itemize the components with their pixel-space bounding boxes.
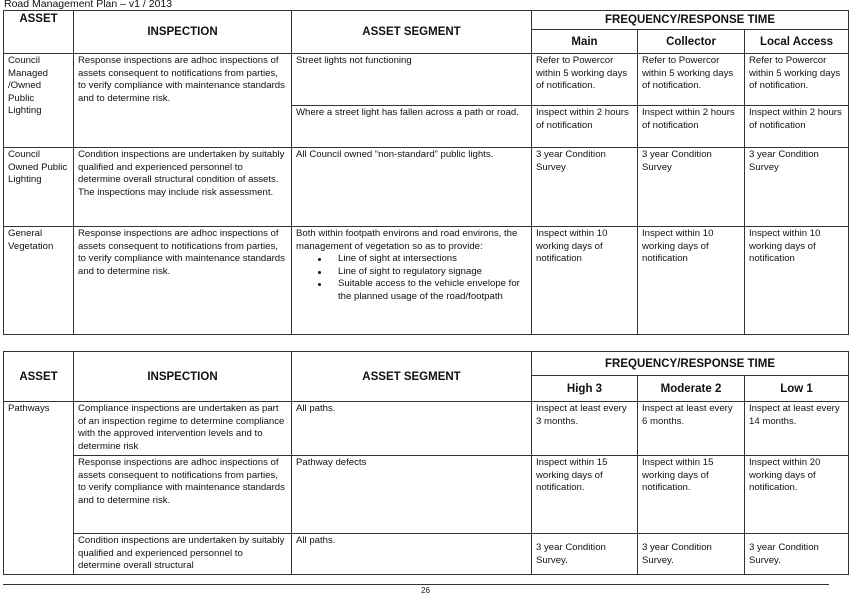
asset-cell: General Vegetation (4, 227, 74, 335)
asset-cell: Pathways (4, 402, 74, 575)
table-row (4, 227, 849, 335)
document-header-title: Road Management Plan – v1 / 2013 (4, 0, 173, 10)
segment-cell: All paths. (292, 402, 532, 456)
table-row (4, 148, 849, 227)
collector-cell: 3 year Condition Survey (638, 148, 745, 227)
footer-divider (3, 584, 829, 585)
header-inspection: INSPECTION (74, 352, 292, 402)
inspection-cell: Compliance inspections are undertaken as part of an inspection regime to determine compliance with the approved intervention levels and to determine risk (74, 402, 292, 456)
main-cell: Inspect within 10 working days of notification (532, 227, 638, 335)
collector-cell: Inspect within 10 working days of notification (638, 227, 745, 335)
moderate-cell: Inspect at least every 6 months. (638, 402, 745, 456)
header-inspection: INSPECTION (74, 11, 292, 54)
list-item: Line of sight at intersections (338, 253, 527, 266)
inspection-cell: Response inspections are adhoc inspections of assets consequent to notifications from parties, to verify compliance with maintenance standards and to determine risk. (74, 54, 292, 148)
asset-cell: Council Managed /Owned Public Lighting (4, 54, 74, 148)
header-frequency-response-time: FREQUENCY/RESPONSE TIME (532, 11, 849, 30)
segment-bullet-list (296, 253, 527, 303)
header-frequency-response-time: FREQUENCY/RESPONSE TIME (532, 352, 849, 376)
collector-cell: Refer to Powercor within 5 working days of notification. (638, 54, 745, 106)
header-local-access: Local Access (745, 30, 849, 54)
local-access-cell: Inspect within 10 working days of notification (745, 227, 849, 335)
list-item: Suitable access to the vehicle envelope for the planned usage of the road/footpath (338, 278, 527, 303)
low-cell: Inspect within 20 working days of notification. (745, 456, 849, 534)
table-row (4, 54, 849, 106)
segment-cell: All Council owned “non-standard” public lights. (292, 148, 532, 227)
high-cell: Inspect within 15 working days of notification. (532, 456, 638, 534)
header-collector: Collector (638, 30, 745, 54)
segment-cell: Street lights not functioning (292, 54, 532, 106)
header-high-3: High 3 (532, 376, 638, 402)
header-moderate-2: Moderate 2 (638, 376, 745, 402)
segment-cell: Pathway defects (292, 456, 532, 534)
header-main: Main (532, 30, 638, 54)
table-row (4, 534, 849, 575)
asset-cell: Council Owned Public Lighting (4, 148, 74, 227)
local-access-cell: 3 year Condition Survey (745, 148, 849, 227)
inspection-cell: Response inspections are adhoc inspections of assets consequent to notifications from parties, to verify compliance with maintenance standards and to determine risk. (74, 227, 292, 335)
moderate-cell: Inspect within 15 working days of notification. (638, 456, 745, 534)
moderate-cell: 3 year Condition Survey. (638, 534, 745, 575)
segment-cell: Where a street light has fallen across a path or road. (292, 106, 532, 148)
table-row (4, 402, 849, 456)
segment-cell (292, 227, 532, 335)
local-access-cell: Inspect within 2 hours of notification (745, 106, 849, 148)
table-row (4, 456, 849, 534)
low-cell: Inspect at least every 14 months. (745, 402, 849, 456)
high-cell: 3 year Condition Survey. (532, 534, 638, 575)
header-low-1: Low 1 (745, 376, 849, 402)
inspection-cell: Condition inspections are undertaken by suitably qualified and experienced personnel to determine overall structural (74, 534, 292, 575)
page-number: 26 (421, 586, 430, 595)
road-lighting-vegetation-table (3, 10, 849, 335)
inspection-cell: Response inspections are adhoc inspections of assets consequent to notifications from parties, to verify compliance with maintenance standards and to determine risk. (74, 456, 292, 534)
inspection-cell: Condition inspections are undertaken by suitably qualified and experienced personnel to determine overall structural condition of assets. The inspections may include risk assessment. (74, 148, 292, 227)
collector-cell: Inspect within 2 hours of notification (638, 106, 745, 148)
local-access-cell: Refer to Powercor within 5 working days of notification. (745, 54, 849, 106)
header-asset: ASSET (4, 11, 74, 54)
header-asset: ASSET (4, 352, 74, 402)
main-cell: Refer to Powercor within 5 working days of notification. (532, 54, 638, 106)
pathways-table (3, 351, 849, 575)
list-item: Line of sight to regulatory signage (338, 266, 527, 279)
high-cell: Inspect at least every 3 months. (532, 402, 638, 456)
low-cell: 3 year Condition Survey. (745, 534, 849, 575)
main-cell: 3 year Condition Survey (532, 148, 638, 227)
main-cell: Inspect within 2 hours of notification (532, 106, 638, 148)
header-asset-segment: ASSET SEGMENT (292, 11, 532, 54)
header-asset-segment: ASSET SEGMENT (292, 352, 532, 402)
segment-intro: Both within footpath environs and road environs, the management of vegetation so as to provide: (296, 228, 518, 252)
segment-cell: All paths. (292, 534, 532, 575)
